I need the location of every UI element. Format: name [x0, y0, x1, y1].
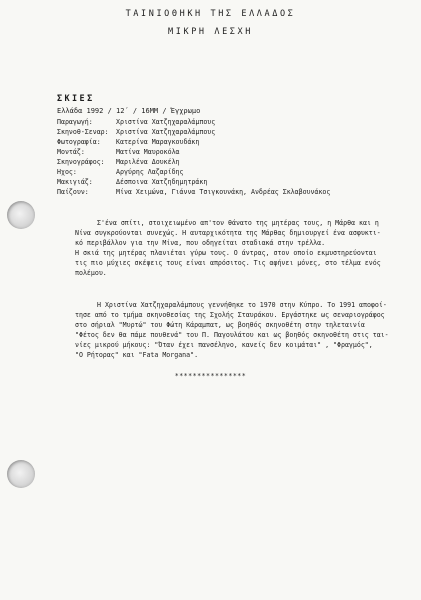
credit-row [57, 127, 330, 137]
credit-role: Σκηνοθ-Σεναρ: [57, 128, 109, 136]
text-line: τησε από το τμήμα σκηνοθεσίας της Σχολής Σταυράκου. Εργάστηκε ως σεναριογράφος [75, 311, 385, 319]
credit-name: Ματίνα Μαυροκόλα [116, 148, 180, 156]
text-line: τις πιο μύχιες σκέψεις τους είναι απρόσιτος. Τις αφήνει μόνες, στο τέλμα ενός [75, 259, 381, 267]
text-line: "Ο Ρήτορας" και "Fata Morgana". [75, 351, 199, 359]
separator-stars: **************** [174, 372, 247, 380]
credit-role: Φωτογραφία: [57, 138, 101, 146]
credit-row [57, 187, 330, 197]
credit-name: Μαριλένα Δουκέλη [116, 158, 180, 166]
credit-role: Παίζουν: [57, 188, 89, 196]
archive-name: ΤΑΙΝΙΟΘΗΚΗ ΤΗΣ ΕΛΛΑΔΟΣ [125, 9, 296, 19]
credit-row [57, 157, 330, 167]
credits-list [57, 117, 330, 197]
text-line: Η Χριστίνα Χατζηχαραλάμπους γεννήθηκε το 1970 στην Κύπρο. Το 1991 αποφοί- [97, 301, 387, 309]
film-title: ΣΚΙΕΣ [57, 94, 95, 104]
credit-name: Κατερίνα Μαραγκουδάκη [116, 138, 200, 146]
series-name: ΜΙΚΡΗ ΛΕΣΧΗ [168, 27, 253, 37]
credit-role: Σκηνογράφος: [57, 158, 105, 166]
text-line: "Φέτος δεν θα πάμε πουθενά" του Π. Παγουλάτου και ως βοηθός σκηνοθέτη στις ται- [75, 331, 389, 339]
punch-hole [7, 201, 35, 229]
director-bio-paragraph [75, 300, 389, 360]
text-line: Η σκιά της μητέρας πλανιέται γύρω τους. Ο άντρας, στον οποίο εκμυστηρεύονται [75, 249, 377, 257]
credit-role: Ηχος: [57, 168, 77, 176]
synopsis-paragraph [75, 218, 381, 278]
text-line: στο σήριαλ "Μυρτώ" του Φώτη Κάραμπατ, ως βοηθός σκηνοθέτη στην τηλεταινία [75, 321, 365, 329]
credit-name: Δέσποινα Χατζηδημητράκη [116, 178, 208, 186]
credit-role: Μακιγιάζ: [57, 178, 93, 186]
credit-role: Μοντάζ: [57, 148, 85, 156]
text-line: πολέμου. [75, 269, 107, 277]
credit-row [57, 177, 330, 187]
credit-role: Παραγωγή: [57, 118, 93, 126]
credit-row [57, 167, 330, 177]
film-info: Ελλάδα 1992 / 12΄ / 16MM / Έγχρωμο [57, 107, 201, 115]
credit-name: Αργύρης Λαζαρίδης [116, 168, 184, 176]
text-line: Νίνα συγκρούονται συνεχώς. Η αυταρχικότητα της Μάρθας δημιουργεί ένα ασφυκτι- [75, 229, 381, 237]
credit-name: Χριστίνα Χατζηχαραλάμπους [116, 128, 216, 136]
text-line: κό περιβάλλον για την Μίνα, που οδηγείται σταδιακά στην τρέλλα. [75, 239, 326, 247]
text-line: Σ'ένα σπίτι, στοιχειωμένο απ'τον θάνατο της μητέρας τους, η Μάρθα και η [97, 219, 379, 227]
punch-hole [7, 460, 35, 488]
credit-row [57, 147, 330, 157]
credit-name: Μίνα Χειμώνα, Γιάννα Τσιγκουνάκη, Ανδρέας Σκλαβουνάκος [116, 188, 331, 196]
text-line: νίες μικρού μήκους: "Όταν έχει πανσέληνο, κανείς δεν κοιμάται" , "Φραγμός", [75, 341, 373, 349]
credit-name: Χριστίνα Χατζηχαραλάμπους [116, 118, 216, 126]
credit-row [57, 117, 330, 127]
credit-row [57, 137, 330, 147]
